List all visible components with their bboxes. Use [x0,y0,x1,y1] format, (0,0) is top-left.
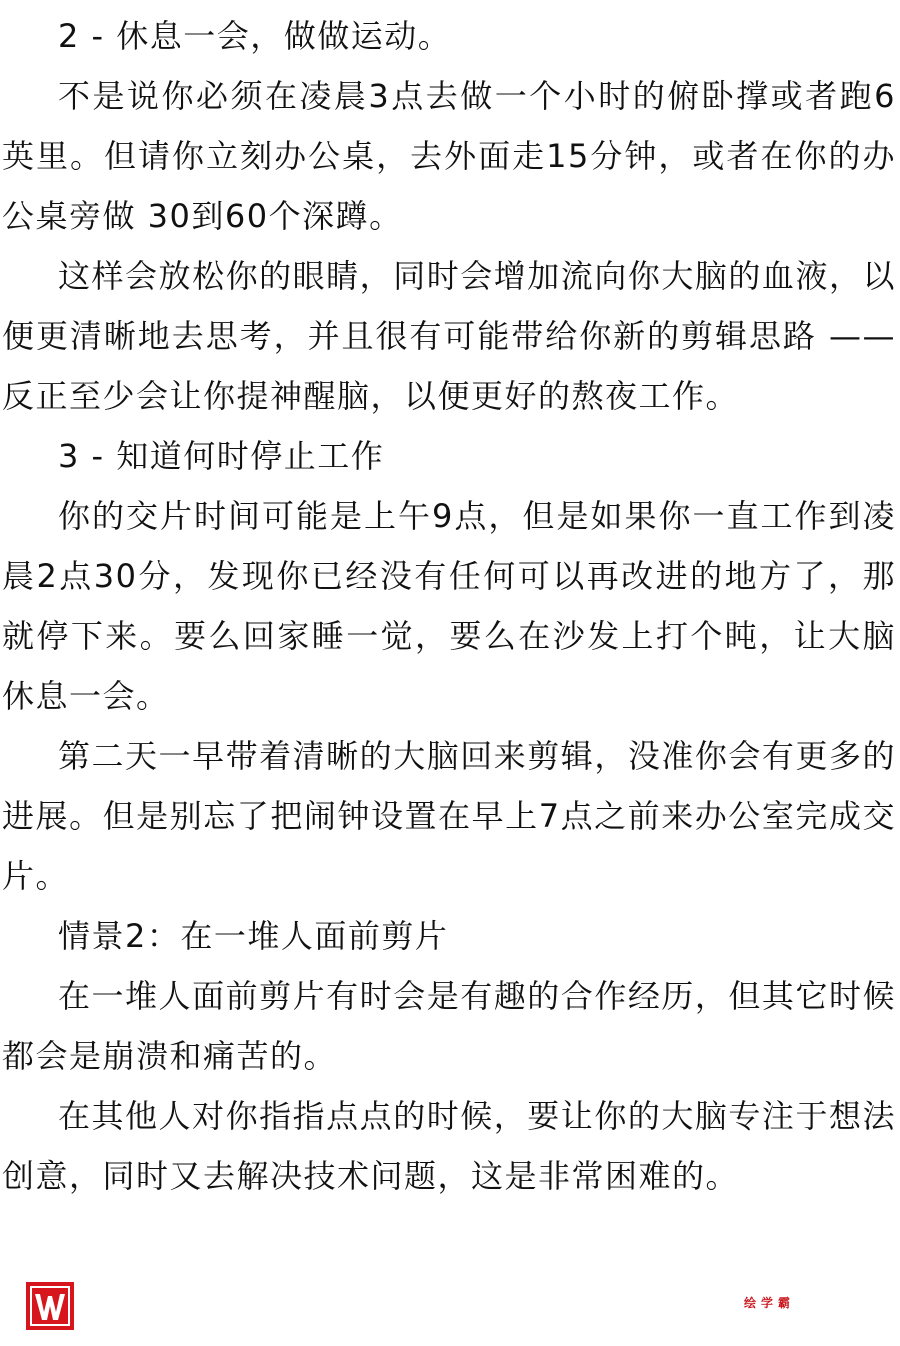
paragraph-benefits: 这样会放松你的眼睛，同时会增加流向你大脑的血液，以便更清晰地去思考，并且很有可能带给你新的剪辑思路 ——反正至少会让你提神醒脑，以便更好的熬夜工作。 [2,257,896,415]
brand-watermark: 绘学霸 [744,1296,796,1310]
paragraph-exercise: 不是说你必须在凌晨3点去做一个小时的俯卧撑或者跑6英里。但请你立刻办公桌，去外面走15分钟，或者在你的办公桌旁做 30到60个深蹲。 [2,77,896,235]
paragraph-focus: 在其他人对你指指点点的时候，要让你的大脑专注于想法创意，同时又去解决技术问题，这是非常困难的。 [2,1097,896,1195]
article-body [2,6,896,1206]
section-heading-stop: 3 - 知道何时停止工作 [58,437,385,475]
paragraph-next-day: 第二天一早带着清晰的大脑回来剪辑，没准你会有更多的进展。但是别忘了把闹钟设置在早上7点之前来办公室完成交片。 [2,737,896,895]
red-square-w-logo-icon [26,1282,74,1330]
section-heading-scenario-2: 情景2：在一堆人面前剪片 [58,917,449,955]
paragraph-collaboration: 在一堆人面前剪片有时会是有趣的合作经历，但其它时候都会是崩溃和痛苦的。 [2,977,896,1075]
paragraph-deadline: 你的交片时间可能是上午9点，但是如果你一直工作到凌晨2点30分，发现你已经没有任何可以再改进的地方了，那就停下来。要么回家睡一觉，要么在沙发上打个盹，让大脑休息一会。 [2,497,896,715]
section-heading-rest: 2 - 休息一会，做做运动。 [58,17,452,55]
